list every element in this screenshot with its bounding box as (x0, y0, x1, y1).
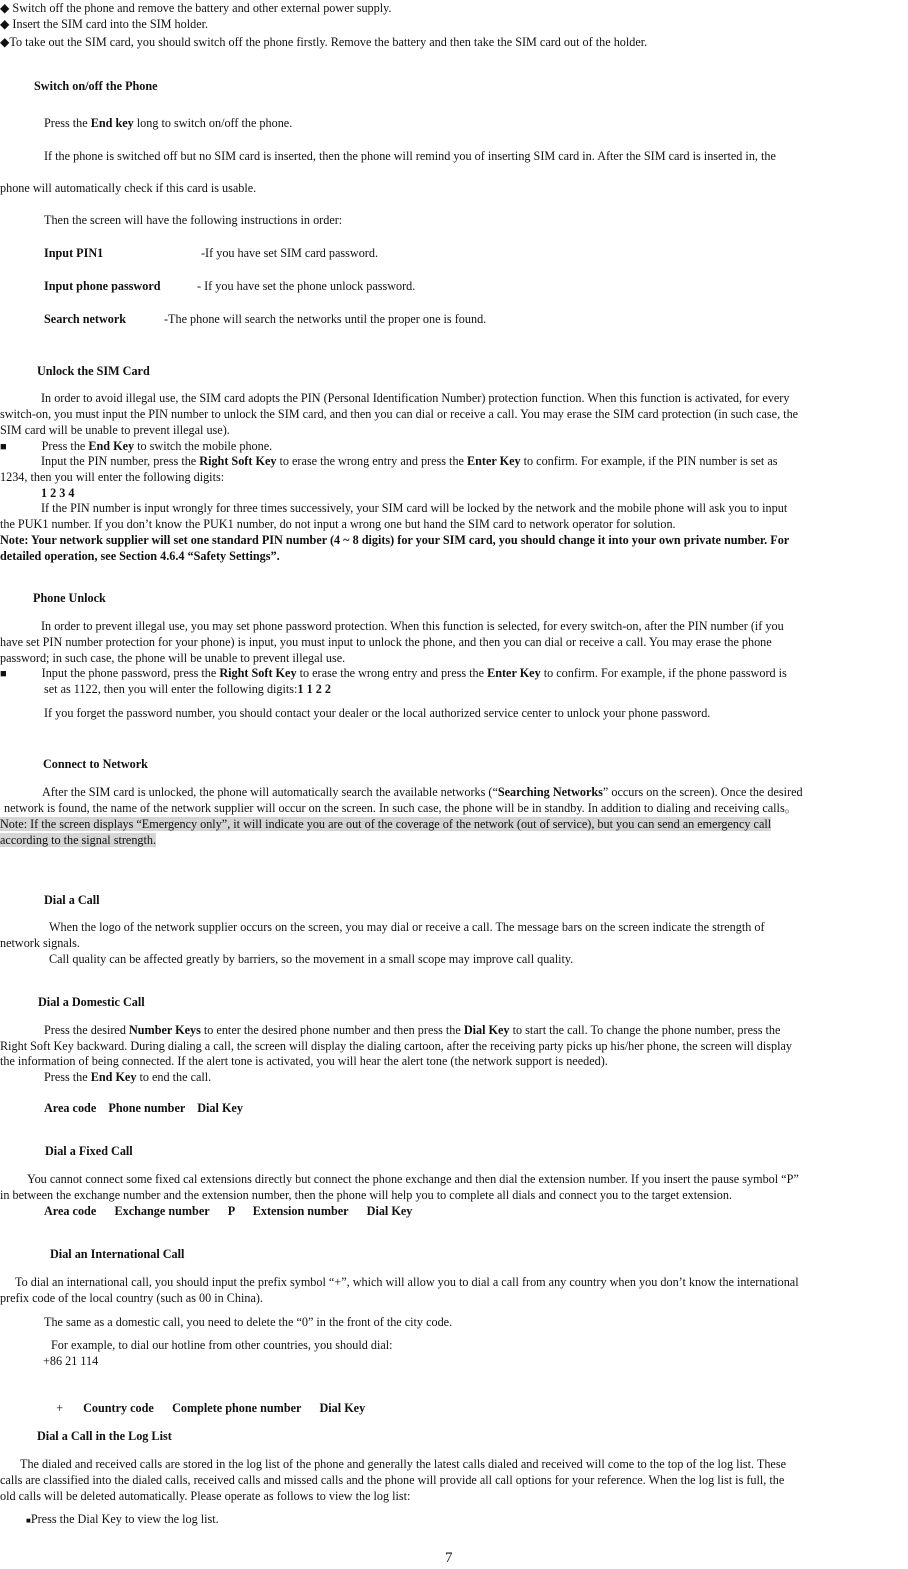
heading-connect-network: Connect to Network (43, 757, 148, 771)
unlock-sim-p3-l1: If the PIN number is input wrongly for three times successively, your SIM card will be locked by the network and the mobile phone will ask you to input (41, 501, 788, 515)
instruction-input-pin1-label: Input PIN1 (44, 246, 104, 260)
highlighted-note: Note: If the screen displays “Emergency only”, it will indicate you are out of the coverage of the network (out of service), but you can send an emergency call (0, 817, 772, 831)
domestic-p1-l2: Right Soft Key backward. During dialing a call, the screen will display the dialing cartoon, after the receiving party picks up his/her phone, the screen will display (0, 1039, 792, 1053)
dial-call-p1-l2: network signals. (0, 936, 80, 950)
text: Press the (44, 1070, 91, 1084)
square-bullet-icon: ■ (0, 668, 7, 680)
text: After the SIM card is unlocked, the phone will automatically search the available networks (“ (42, 785, 498, 799)
domestic-p1-l1 (44, 1022, 908, 1038)
sim-step-1: ◆ Switch off the phone and remove the battery and other external power supply. (0, 1, 392, 15)
text: to confirm. For example, if the PIN number is set as (520, 454, 778, 468)
phone-unlock-p1-l2: have set PIN number protection for your phone) is input, you must input to unlock the phone, and then you can dial or receive a call. You may erase the phone (0, 635, 772, 649)
small-square-bullet-icon: ■ (26, 1516, 31, 1525)
switch-paragraph-3: Then the screen will have the following instructions in order: (44, 213, 343, 227)
unlock-sim-p2-l1 (41, 453, 908, 469)
end-key-term: End key (90, 116, 134, 130)
log-list-bullet-1 (26, 1511, 908, 1529)
text: to erase the wrong entry and press the (296, 666, 488, 680)
text: Input the phone password, press the (41, 666, 220, 680)
text: to confirm. For example, if the phone password is (540, 666, 787, 680)
instruction-input-pin1-desc: -If you have set SIM card password. (201, 246, 379, 260)
format-fields: Country code Complete phone number Dial Key (83, 1401, 366, 1415)
unlock-sim-p3-l2: the PUK1 number. If you don’t know the PUK1 number, do not input a wrong one but hand the SIM card to network operator for solution. (0, 517, 676, 531)
instruction-search-network-desc: -The phone will search the networks until the proper one is found. (164, 312, 487, 326)
heading-dial-call: Dial a Call (44, 893, 100, 907)
connect-p1-l2: network is found, the name of the network supplier will occur on the screen. In such case, the phone will be in standby. In addition to dialing and receiving calls。 (4, 801, 797, 815)
sim-step-3: ◆To take out the SIM card, you should switch off the phone firstly. Remove the battery and then take the SIM card out of the holder. (0, 35, 648, 49)
dial-key-term: Dial Key (463, 1023, 510, 1037)
right-soft-key-term: Right Soft Key (199, 454, 277, 468)
pin-digits: 1 2 3 4 (41, 486, 75, 500)
heading-log-list: Dial a Call in the Log List (37, 1429, 172, 1443)
phone-unlock-bullet-1 (0, 665, 908, 682)
domestic-p1-l3: the information of being connected. If the alert tone is activated, you will hear the alert tone (the network support is needed). (0, 1054, 608, 1068)
instruction-search-network-label: Search network (44, 312, 127, 326)
connect-note-l2 (0, 832, 908, 848)
text: to switch the mobile phone. (134, 439, 273, 453)
heading-switch-on-off: Switch on/off the Phone (34, 79, 158, 93)
dial-call-p1-l1: When the logo of the network supplier occurs on the screen, you may dial or receive a call. The message bars on the screen indicate the strength of (49, 920, 765, 934)
enter-key-term: Enter Key (487, 666, 541, 680)
switch-paragraph-1 (44, 115, 908, 131)
international-p1-l1: To dial an international call, you should input the prefix symbol “+”, which will allow you to dial a call from any country when you don’t know the international (15, 1275, 799, 1289)
heading-international-call: Dial an International Call (50, 1247, 185, 1261)
phone-unlock-bullet-1-l2 (44, 681, 908, 697)
text: long to switch on/off the phone. (133, 116, 293, 130)
searching-networks-term: Searching Networks (497, 785, 603, 799)
number-keys-term: Number Keys (128, 1023, 201, 1037)
unlock-sim-p1-l1: In order to avoid illegal use, the SIM card adopts the PIN (Personal Identification Number) protection function. When this function is activated, for every (41, 391, 790, 405)
heading-domestic-call: Dial a Domestic Call (38, 995, 145, 1009)
text: ” occurs on the screen). Once the desired (602, 785, 803, 799)
unlock-sim-p1-l3: SIM card will be unable to prevent illegal use). (0, 423, 230, 437)
international-format (44, 1384, 908, 1432)
connect-p1-l1 (42, 784, 908, 800)
fixed-p1-l1: You cannot connect some fixed cal extensions directly but connect the phone exchange and then dial the extension number. If you insert the pause symbol “P” (27, 1172, 799, 1186)
end-key-term: End Key (88, 439, 135, 453)
heading-phone-unlock: Phone Unlock (33, 591, 106, 605)
log-list-p1-l1: The dialed and received calls are stored in the log list of the phone and generally the latest calls dialed and received will come to the top of the log list. These (20, 1457, 786, 1471)
unlock-sim-p2-l2: 1234, then you will enter the following digits: (0, 470, 225, 484)
fixed-p1-l2: in between the exchange number and the extension number, then the phone will help you to complete all dials and connect you to the target extension. (0, 1188, 733, 1202)
text: Input the PIN number, press the (41, 454, 200, 468)
heading-unlock-sim: Unlock the SIM Card (37, 364, 150, 378)
highlighted-note: according to the signal strength. (0, 833, 157, 847)
connect-note-l1 (0, 816, 908, 832)
instruction-phone-password-label: Input phone password (44, 279, 161, 293)
enter-key-term: Enter Key (467, 454, 521, 468)
end-key-term: End Key (90, 1070, 137, 1084)
square-bullet-icon: ■ (0, 441, 7, 453)
phone-unlock-p1-l3: password; in such case, the phone will be unable to prevent illegal use. (0, 651, 346, 665)
text: to erase the wrong entry and press the (276, 454, 467, 468)
unlock-sim-note-l2: detailed operation, see Section 4.6.4 “Safety Settings”. (0, 549, 280, 563)
password-digits: 1 1 2 2 (297, 682, 331, 696)
text: to start the call. To change the phone number, press the (509, 1023, 781, 1037)
international-hotline: +86 21 114 (43, 1354, 99, 1368)
phone-unlock-p1-l1: In order to prevent illegal use, you may set phone password protection. When this function is selected, for every switch-on, after the PIN number (if you (41, 619, 784, 633)
text: to end the call. (136, 1070, 212, 1084)
international-p1-l2: prefix code of the local country (such as 00 in China). (0, 1291, 263, 1305)
switch-paragraph-2-line-1: If the phone is switched off but no SIM card is inserted, then the phone will remind you of inserting SIM card in. After the SIM card is inserted in, the (44, 149, 776, 163)
unlock-sim-note-l1: Note: Your network supplier will set one standard PIN number (4 ~ 8 digits) for your SIM card, you should change it into your own private number. For (0, 533, 790, 547)
instruction-phone-password-desc: - If you have set the phone unlock password. (197, 279, 416, 293)
phone-unlock-p2: If you forget the password number, you should contact your dealer or the local authorized service center to unlock your phone password. (44, 706, 711, 720)
log-list-p1-l2: calls are classified into the dialed calls, received calls and missed calls and the phone will provide all call options for your reference. When the log list is full, the (0, 1473, 785, 1487)
international-p3: For example, to dial our hotline from other countries, you should dial: (51, 1338, 393, 1352)
switch-paragraph-2-line-2: phone will automatically check if this card is usable. (0, 181, 257, 195)
page-number: 7 (445, 1550, 453, 1566)
fixed-format: Area code Exchange number P Extension number Dial Key (44, 1204, 413, 1218)
text: to enter the desired phone number and then press the (200, 1023, 464, 1037)
domestic-format: Area code Phone number Dial Key (44, 1101, 243, 1115)
unlock-sim-p1-l2: switch-on, you must input the PIN number to unlock the SIM card, and then you can dial or receive a call. You may erase the SIM card protection (in such case, the (0, 407, 799, 421)
text: Press the (44, 116, 91, 130)
heading-fixed-call: Dial a Fixed Call (45, 1144, 133, 1158)
domestic-p2 (44, 1069, 908, 1085)
dial-call-p2: Call quality can be affected greatly by barriers, so the movement in a small scope may improve call quality. (49, 952, 574, 966)
sim-step-2: ◆ Insert the SIM card into the SIM holder. (0, 17, 209, 31)
log-list-p1-l3: old calls will be deleted automatically. Please operate as follows to view the log list: (0, 1489, 411, 1503)
right-soft-key-term: Right Soft Key (219, 666, 297, 680)
text: Press the (41, 439, 89, 453)
text: Press the desired (44, 1023, 129, 1037)
plus-symbol: + (56, 1401, 64, 1415)
text: Press the Dial Key to view the log list. (30, 1512, 219, 1526)
international-p2: The same as a domestic call, you need to delete the “0” in the front of the city code. (44, 1315, 453, 1329)
text: set as 1122, then you will enter the following digits: (44, 682, 298, 696)
